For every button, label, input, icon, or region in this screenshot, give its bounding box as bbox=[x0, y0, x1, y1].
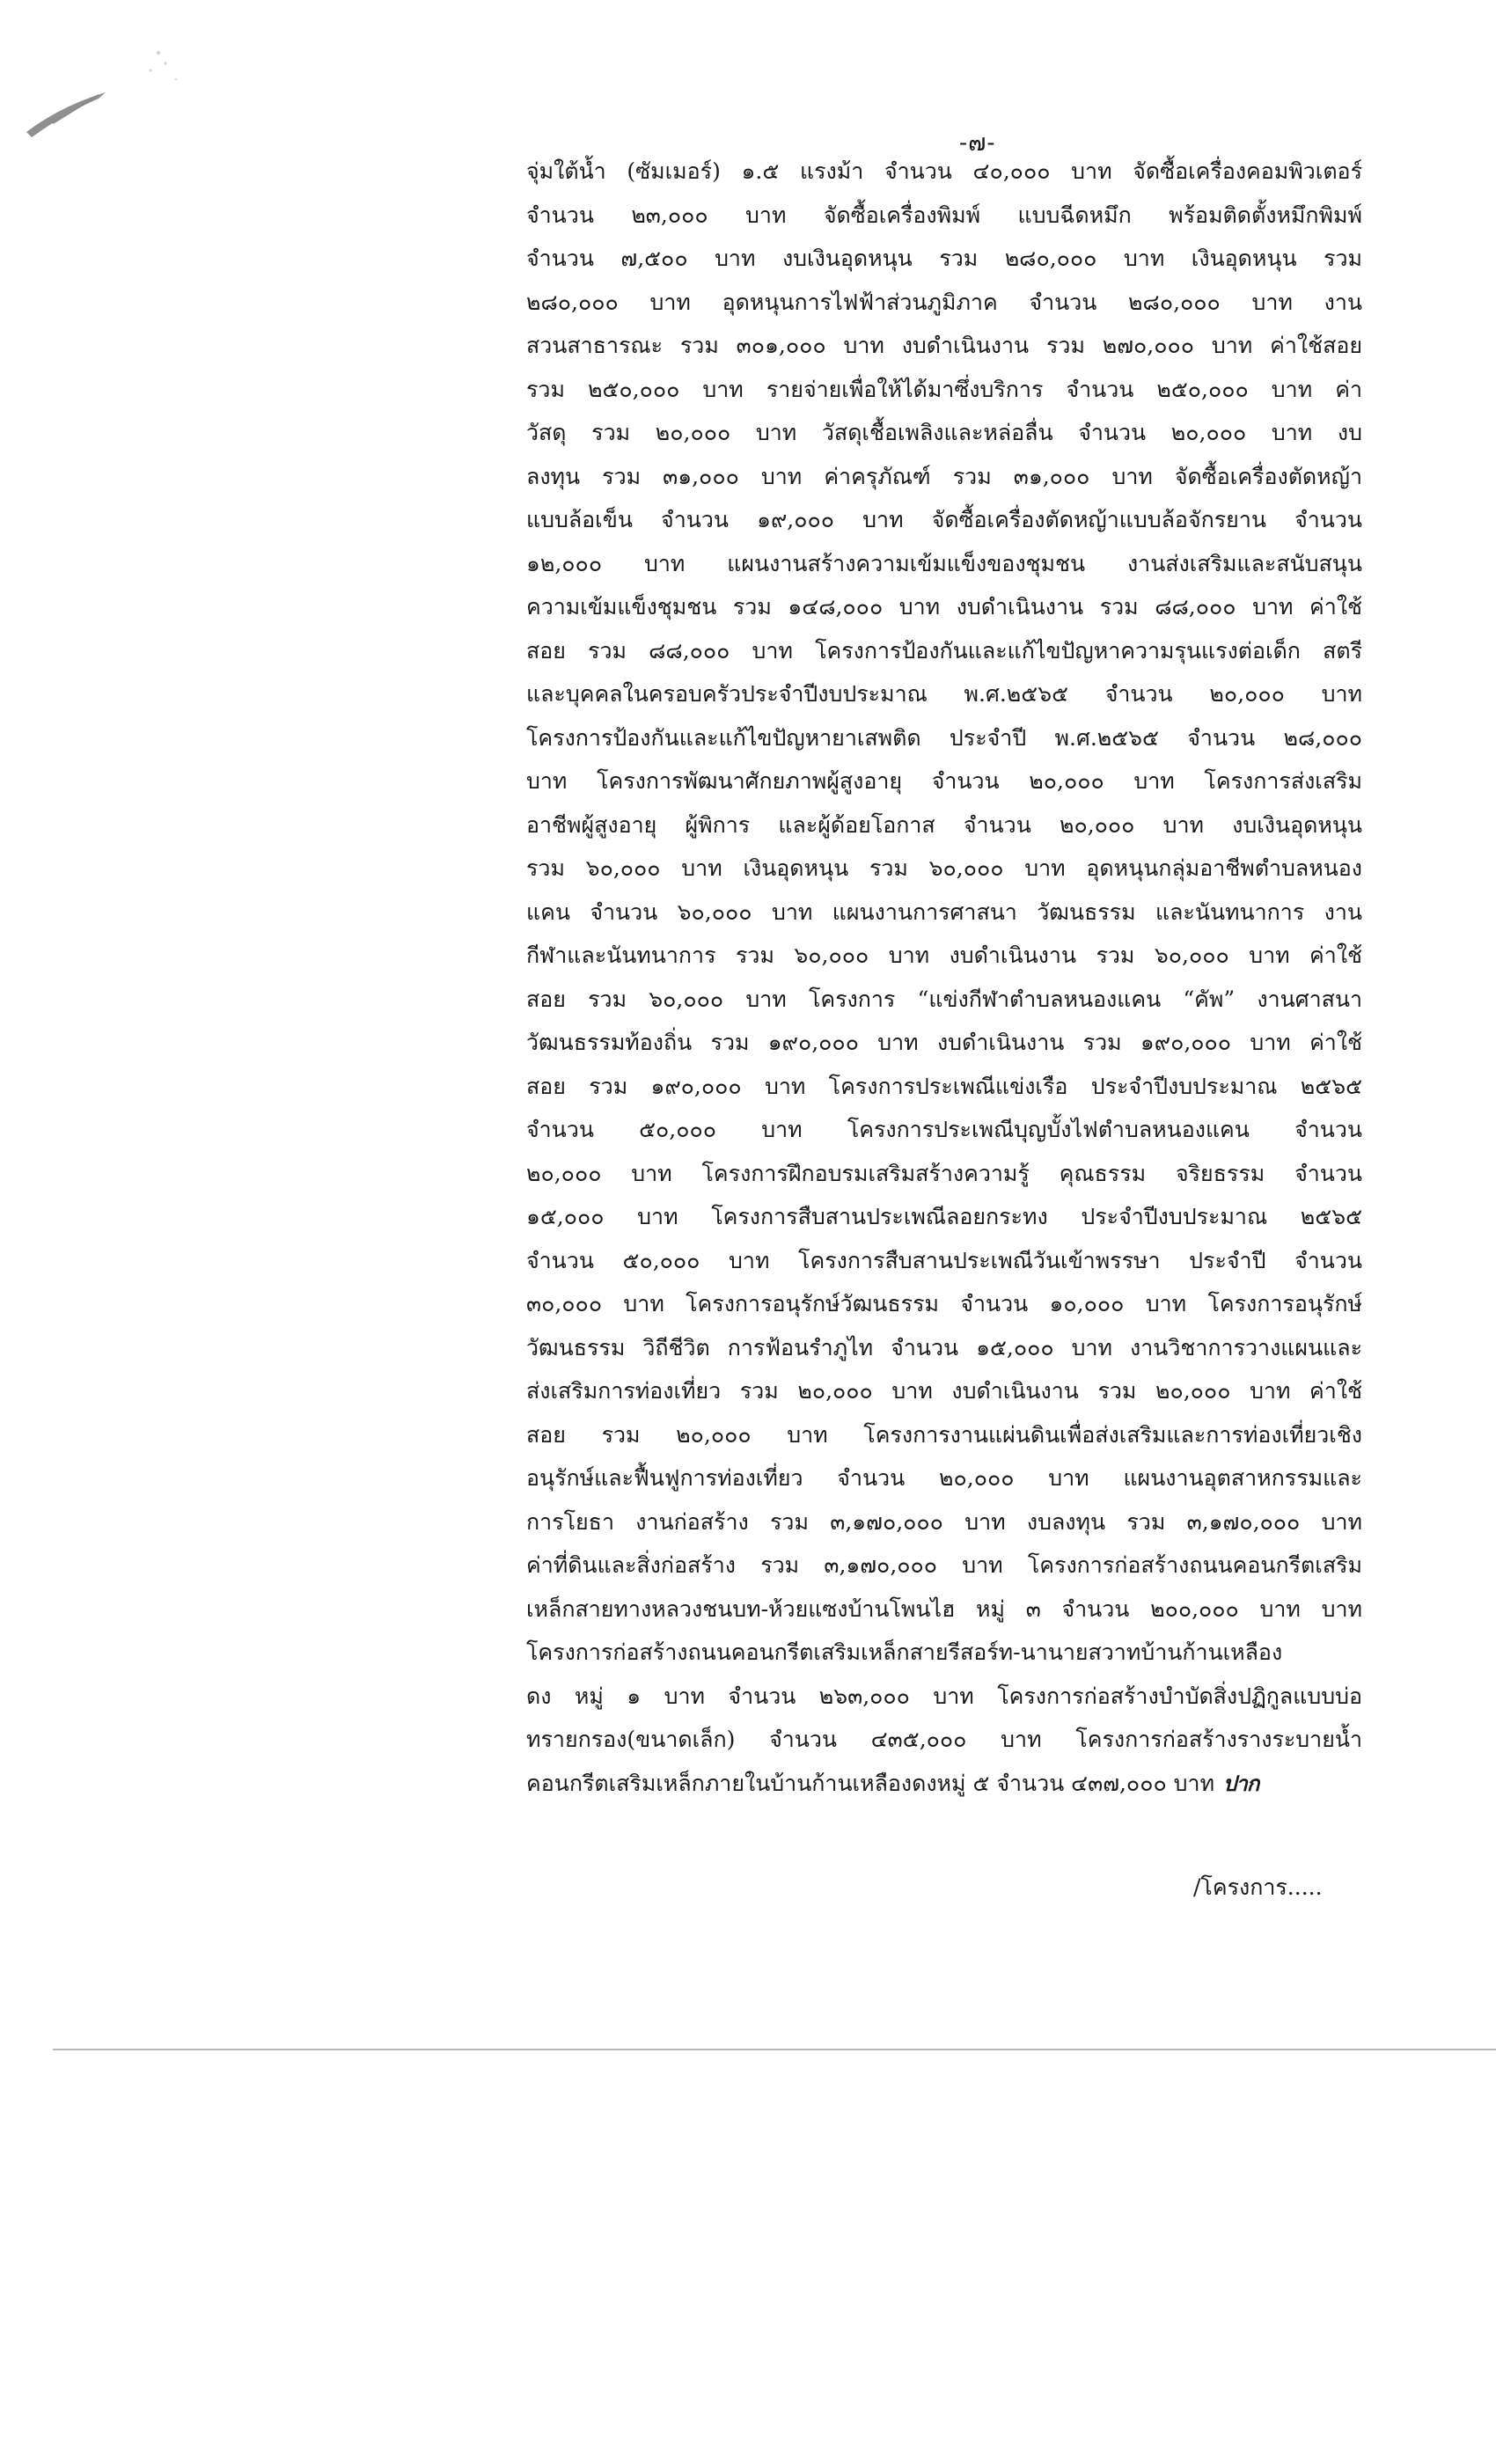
text-line: แคน จำนวน ๖๐,๐๐๐ บาท แผนงานการศาสนา วัฒนธรรม และนันทนาการ งาน bbox=[526, 898, 1362, 925]
text-line: สวนสาธารณะ รวม ๓๐๑,๐๐๐ บาท งบดำเนินงาน รวม ๒๗๐,๐๐๐ บาท ค่าใช้สอย bbox=[526, 333, 1362, 358]
scan-smudge-mark bbox=[0, 0, 229, 176]
text-line: วัฒนธรรมท้องถิ่น รวม ๑๙๐,๐๐๐ บาท งบดำเนินงาน รวม ๑๙๐,๐๐๐ บาท ค่าใช้ bbox=[526, 1030, 1362, 1055]
continuation-marker: /โครงการ..... bbox=[1193, 1874, 1323, 1900]
text-line: วัสดุ รวม ๒๐,๐๐๐ บาท วัสดุเชื้อเพลิงและหล่อลื่น จำนวน ๒๐,๐๐๐ บาท งบ bbox=[526, 420, 1362, 445]
text-line: สอย รวม ๘๘,๐๐๐ บาท โครงการป้องกันและแก้ไขปัญหาความรุนแรงต่อเด็ก สตรี bbox=[526, 637, 1362, 664]
text-line: ดง หมู่ ๑ บาท จำนวน ๒๖๓,๐๐๐ บาท โครงการก่อสร้างบำบัดสิ่งปฏิกูลแบบบ่อ bbox=[526, 1683, 1362, 1709]
text-line: ทรายกรอง(ขนาดเล็ก) จำนวน ๔๓๕,๐๐๐ บาท โครงการก่อสร้างรางระบายน้ำ bbox=[526, 1727, 1362, 1752]
text-line: จุ่มใต้น้ำ (ซัมเมอร์) ๑.๕ แรงม้า จำนวน ๔๐,๐๐๐ บาท จัดซื้อเครื่องคอมพิวเตอร์ bbox=[526, 158, 1362, 184]
text-line: จำนวน ๗,๕๐๐ บาท งบเงินอุดหนุน รวม ๒๘๐,๐๐๐ บาท เงินอุดหนุน รวม bbox=[526, 246, 1362, 271]
scan-edge-line bbox=[53, 2049, 1496, 2050]
text-line: รวม ๒๕๐,๐๐๐ บาท รายจ่ายเพื่อให้ได้มาซึ่งบริการ จำนวน ๒๕๐,๐๐๐ บาท ค่า bbox=[526, 376, 1362, 402]
text-line: แบบล้อเข็น จำนวน ๑๙,๐๐๐ บาท จัดซื้อเครื่องตัดหญ้าแบบล้อจักรยาน จำนวน bbox=[526, 507, 1362, 532]
text-line: อนุรักษ์และฟื้นฟูการท่องเที่ยว จำนวน ๒๐,๐๐๐ บาท แผนงานอุตสาหกรรมและ bbox=[526, 1465, 1362, 1491]
text-line: ๒๘๐,๐๐๐ บาท อุดหนุนการไฟฟ้าส่วนภูมิภาค จำนวน ๒๘๐,๐๐๐ บาท งาน bbox=[526, 289, 1362, 315]
body-paragraph bbox=[526, 150, 1362, 1805]
text-line: การโยธา งานก่อสร้าง รวม ๓,๑๗๐,๐๐๐ บาท งบลงทุน รวม ๓,๑๗๐,๐๐๐ บาท bbox=[526, 1508, 1362, 1535]
text-line: และบุคคลในครอบครัวประจำปีงบประมาณ พ.ศ.๒๕๖๕ จำนวน ๒๐,๐๐๐ บาท bbox=[526, 681, 1362, 707]
text-line: รวม ๖๐,๐๐๐ บาท เงินอุดหนุน รวม ๖๐,๐๐๐ บาท อุดหนุนกลุ่มอาชีพตำบลหนอง bbox=[526, 855, 1362, 881]
text-line: โครงการก่อสร้างถนนคอนกรีตเสริมเหล็กสายรีสอร์ท-นานายสวาทบ้านก้านเหลือง bbox=[526, 1639, 1283, 1665]
text-line: ความเข้มแข็งชุมชน รวม ๑๔๘,๐๐๐ บาท งบดำเนินงาน รวม ๘๘,๐๐๐ บาท ค่าใช้ bbox=[526, 594, 1362, 620]
text-line: จำนวน ๕๐,๐๐๐ บาท โครงการสืบสานประเพณีวันเข้าพรรษา ประจำปี จำนวน bbox=[526, 1247, 1362, 1273]
text-line: โครงการป้องกันและแก้ไขปัญหายาเสพติด ประจำปี พ.ศ.๒๕๖๕ จำนวน ๒๘,๐๐๐ bbox=[526, 724, 1362, 751]
text-line: กีฬาและนันทนาการ รวม ๖๐,๐๐๐ บาท งบดำเนินงาน รวม ๖๐,๐๐๐ บาท ค่าใช้ bbox=[526, 942, 1362, 968]
text-line: สอย รวม ๖๐,๐๐๐ บาท โครงการ “แข่งกีฬาตำบลหนองแคน “คัพ” งานศาสนา bbox=[526, 986, 1362, 1012]
text-line: ค่าที่ดินและสิ่งก่อสร้าง รวม ๓,๑๗๐,๐๐๐ บาท โครงการก่อสร้างถนนคอนกรีตเสริม bbox=[526, 1552, 1362, 1578]
page-number: -๗- bbox=[959, 129, 996, 157]
text-line: ๓๐,๐๐๐ บาท โครงการอนุรักษ์วัฒนธรรม จำนวน ๑๐,๐๐๐ บาท โครงการอนุรักษ์ bbox=[526, 1291, 1362, 1316]
text-line: สอย รวม ๑๙๐,๐๐๐ บาท โครงการประเพณีแข่งเรือ ประจำปีงบประมาณ ๒๕๖๕ bbox=[526, 1073, 1362, 1099]
text-line: จำนวน ๒๓,๐๐๐ บาท จัดซื้อเครื่องพิมพ์ แบบฉีดหมึก พร้อมติดตั้งหมึกพิมพ์ bbox=[526, 202, 1362, 228]
text-line: ๑๒,๐๐๐ บาท แผนงานสร้างความเข้มแข็งของชุมชน งานส่งเสริมและสนับสนุน bbox=[526, 550, 1362, 576]
text-line: อาชีพผู้สูงอายุ ผู้พิการ และผู้ด้อยโอกาส จำนวน ๒๐,๐๐๐ บาท งบเงินอุดหนุน bbox=[526, 811, 1362, 838]
text-line-last bbox=[526, 1762, 1362, 1806]
text-line: เหล็กสายทางหลวงชนบท-ห้วยแซงบ้านโพนไฮ หมู่ ๓ จำนวน ๒๐๐,๐๐๐ บาท บาท bbox=[526, 1595, 1362, 1622]
text-line: บาท โครงการพัฒนาศักยภาพผู้สูงอายุ จำนวน ๒๐,๐๐๐ บาท โครงการส่งเสริม bbox=[526, 768, 1362, 794]
initials-signature: ปาก bbox=[1223, 1771, 1259, 1796]
text-line-content: คอนกรีตเสริมเหล็กภายในบ้านก้านเหลืองดงหมู่ ๕ จำนวน ๔๓๗,๐๐๐ บาท bbox=[526, 1770, 1215, 1796]
text-line: ส่งเสริมการท่องเที่ยว รวม ๒๐,๐๐๐ บาท งบดำเนินงาน รวม ๒๐,๐๐๐ บาท ค่าใช้ bbox=[526, 1378, 1362, 1404]
text-line: ลงทุน รวม ๓๑,๐๐๐ บาท ค่าครุภัณฑ์ รวม ๓๑,๐๐๐ บาท จัดซื้อเครื่องตัดหญ้า bbox=[526, 463, 1362, 489]
text-line: ๒๐,๐๐๐ บาท โครงการฝึกอบรมเสริมสร้างความรู้ คุณธรรม จริยธรรม จำนวน bbox=[526, 1160, 1362, 1186]
text-line: วัฒนธรรม วิถีชีวิต การฟ้อนรำภูไท จำนวน ๑๕,๐๐๐ บาท งานวิชาการวางแผนและ bbox=[526, 1334, 1362, 1360]
text-line: สอย รวม ๒๐,๐๐๐ บาท โครงการงานแผ่นดินเพื่อส่งเสริมและการท่องเที่ยวเชิง bbox=[526, 1421, 1362, 1448]
text-line: ๑๕,๐๐๐ บาท โครงการสืบสานประเพณีลอยกระทง ประจำปีงบประมาณ ๒๕๖๕ bbox=[526, 1204, 1362, 1229]
text-line: จำนวน ๕๐,๐๐๐ บาท โครงการประเพณีบุญบั้งไฟตำบลหนองแคน จำนวน bbox=[526, 1117, 1362, 1142]
